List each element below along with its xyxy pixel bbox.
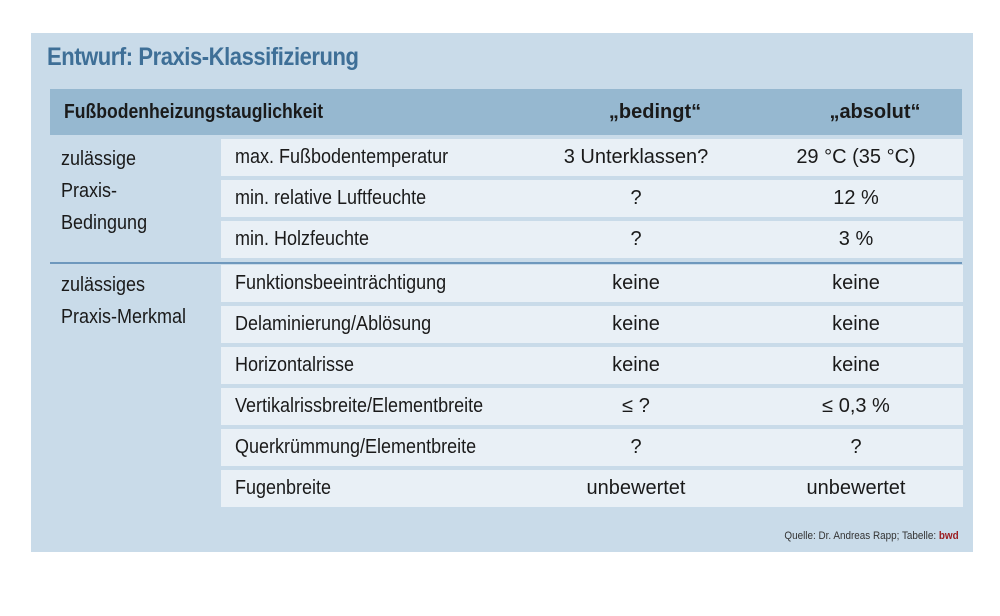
value-bedingt: ≤ ? xyxy=(622,395,650,417)
group-label-line: Praxis-Merkmal xyxy=(61,306,187,328)
value-absolut: 3 % xyxy=(838,228,874,250)
row-label: min. Holzfeuchte xyxy=(235,228,370,250)
header-absolut: „absolut“ xyxy=(829,101,921,123)
group-label-line: Bedingung xyxy=(61,212,148,234)
group-divider xyxy=(50,262,962,264)
row-label: max. Fußbodentemperatur xyxy=(235,146,449,168)
value-bedingt: ? xyxy=(630,436,642,458)
header-criterion: Fußbodenheizungstauglichkeit xyxy=(64,101,324,123)
row-label: Funktionsbeeinträchtigung xyxy=(235,272,447,294)
table-row xyxy=(221,221,963,258)
value-bedingt: ? xyxy=(630,187,642,209)
value-bedingt: unbewertet xyxy=(586,477,686,499)
value-absolut: ? xyxy=(850,436,862,458)
row-label: Delaminierung/Ablösung xyxy=(235,313,432,335)
row-label: Querkrümmung/Elementbreite xyxy=(235,436,477,458)
value-absolut: keine xyxy=(832,354,880,376)
row-label: Fugenbreite xyxy=(235,477,332,499)
table-row xyxy=(221,470,963,507)
value-bedingt: keine xyxy=(612,313,660,335)
value-absolut: keine xyxy=(832,313,880,335)
table-row xyxy=(221,265,963,302)
group-label-line: zulässiges xyxy=(61,274,146,296)
table-row xyxy=(221,429,963,466)
group-label-line: Praxis- xyxy=(61,180,118,202)
value-absolut: 29 °C (35 °C) xyxy=(796,146,916,168)
table-header-row xyxy=(50,89,962,135)
row-label: Horizontalrisse xyxy=(235,354,355,376)
row-label: min. relative Luftfeuchte xyxy=(235,187,427,209)
value-absolut: ≤ 0,3 % xyxy=(822,395,890,417)
value-absolut: unbewertet xyxy=(806,477,906,499)
source-credit xyxy=(785,530,959,542)
brand-label: bwd xyxy=(939,530,959,542)
table-row xyxy=(221,180,963,217)
value-bedingt: 3 Unterklassen? xyxy=(563,146,709,168)
source-text: Quelle: Dr. Andreas Rapp; Tabelle: xyxy=(784,530,940,542)
value-bedingt: keine xyxy=(612,272,660,294)
group-label-line: zulässige xyxy=(61,148,137,170)
table-panel xyxy=(31,33,973,552)
table-title: Entwurf: Praxis-Klassifizierung xyxy=(47,43,359,71)
group-label-bedingung xyxy=(61,143,147,239)
value-bedingt: keine xyxy=(612,354,660,376)
table-row xyxy=(221,139,963,176)
value-bedingt: ? xyxy=(630,228,642,250)
table-row xyxy=(221,347,963,384)
table-row xyxy=(221,306,963,343)
value-absolut: 12 % xyxy=(833,187,879,209)
value-absolut: keine xyxy=(832,272,880,294)
header-bedingt: „bedingt“ xyxy=(608,101,702,123)
row-label: Vertikalrissbreite/Elementbreite xyxy=(235,395,484,417)
group-label-merkmal xyxy=(61,269,186,333)
table-row xyxy=(221,388,963,425)
